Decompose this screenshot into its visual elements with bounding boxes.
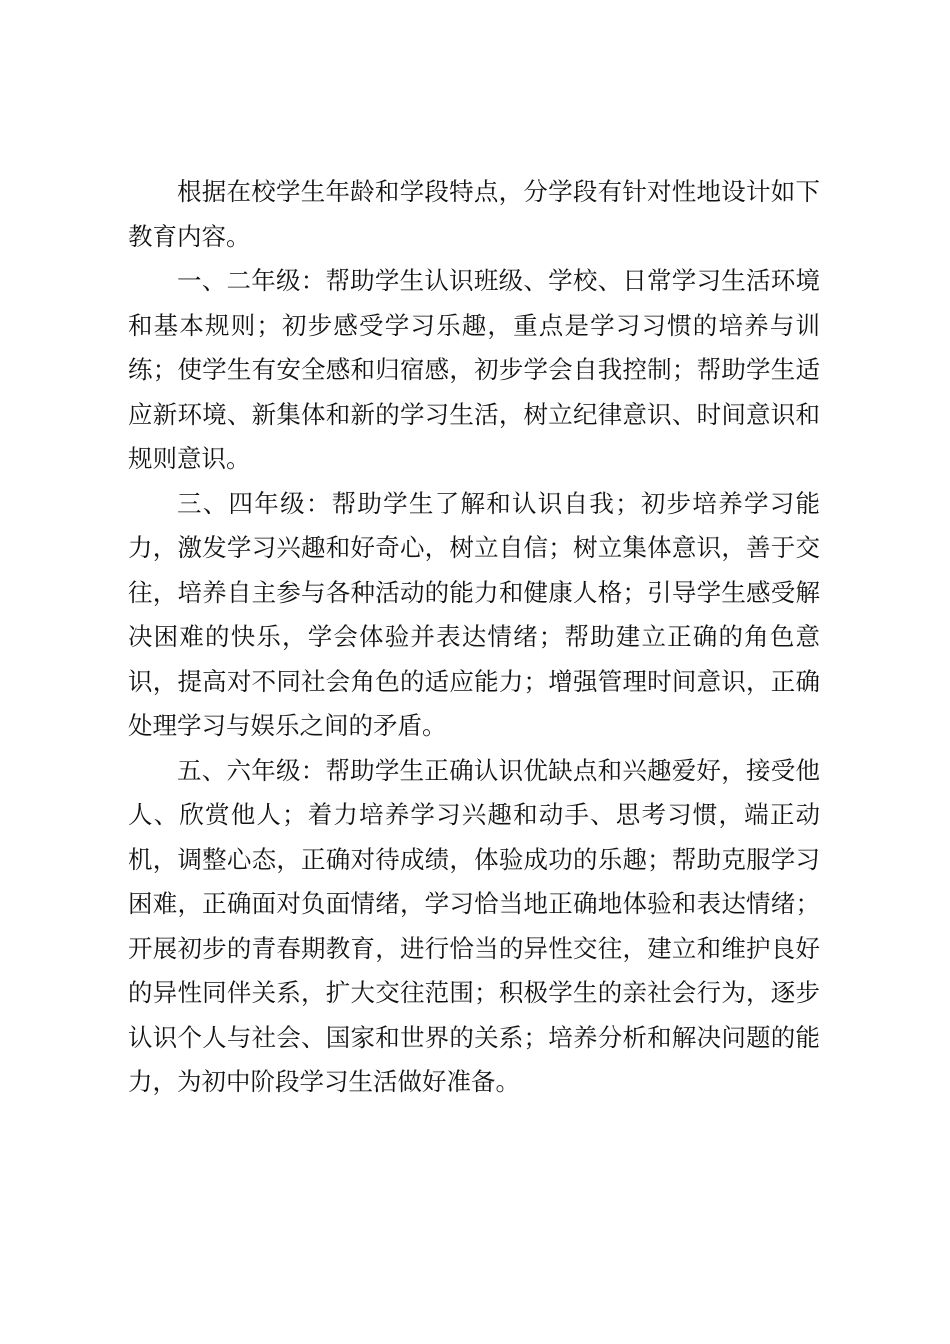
grade-5-6-paragraph: 五、六年级：帮助学生正确认识优缺点和兴趣爱好，接受他人、欣赏他人；着力培养学习兴趣和动手、思考习惯，端正动机，调整心态，正确对待成绩，体验成功的乐趣；帮助克服学习困难，正确面对负面情绪，学习恰当地正确地体验和表达情绪；开展初步的青春期教育，进行恰当的异性交往，建立和维护良好的异性同伴关系，扩大交往范围；积极学生的亲社会行为，逐步认识个人与社会、国家和世界的关系；培养分析和解决问题的能力，为初中阶段学习生活做好准备。 xyxy=(128,755,820,1096)
intro-paragraph: 根据在校学生年龄和学段特点，分学段有针对性地设计如下教育内容。 xyxy=(128,177,820,251)
grade-1-2-paragraph: 一、二年级：帮助学生认识班级、学校、日常学习生活环境和基本规则；初步感受学习乐趣，重点是学习习惯的培养与训练；使学生有安全感和归宿感，初步学会自我控制；帮助学生适应新环境、新集体和新的学习生活，树立纪律意识、时间意识和规则意识。 xyxy=(128,266,820,473)
document-body xyxy=(128,170,820,1105)
grade-3-4-paragraph: 三、四年级：帮助学生了解和认识自我；初步培养学习能力，激发学习兴趣和好奇心，树立自信；树立集体意识，善于交往，培养自主参与各种活动的能力和健康人格；引导学生感受解决困难的快乐，学会体验并表达情绪；帮助建立正确的角色意识，提高对不同社会角色的适应能力；增强管理时间意识，正确处理学习与娱乐之间的矛盾。 xyxy=(128,488,820,740)
